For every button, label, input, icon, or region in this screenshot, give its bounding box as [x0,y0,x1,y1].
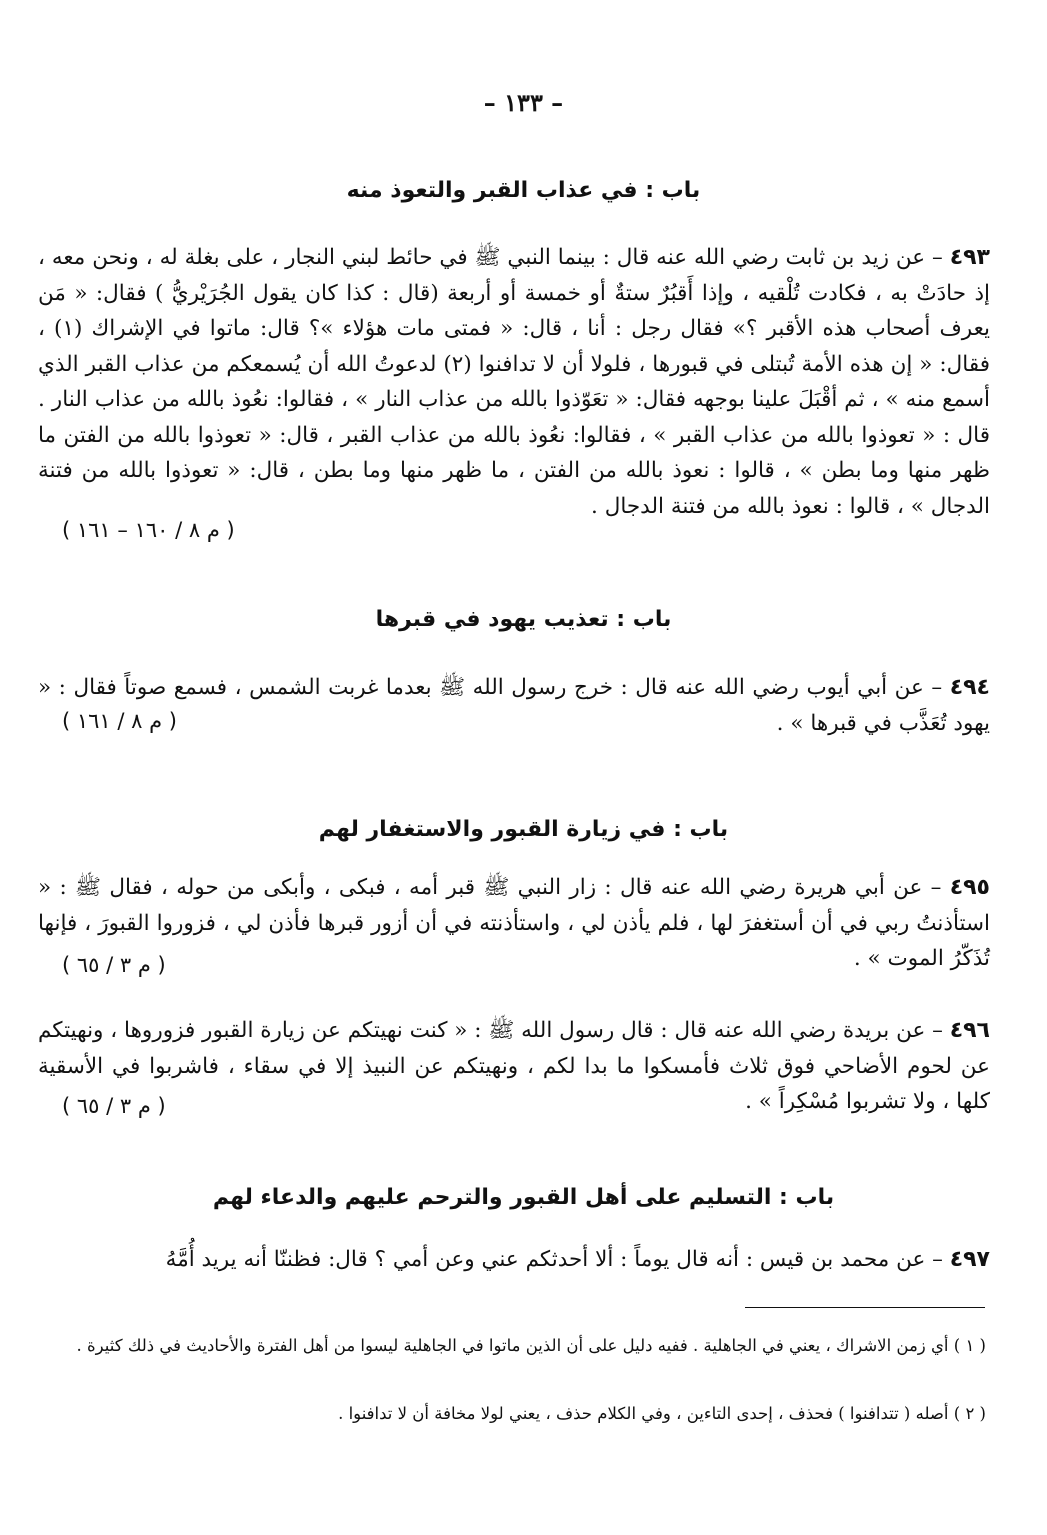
hadith-number: ٤٩٧ [949,1247,990,1272]
hadith-reference: ( م ٨ / ١٦١ ) [62,709,177,733]
hadith-reference: ( م ٨ / ١٦٠ – ١٦١ ) [62,518,235,542]
hadith-text: – عن زيد بن ثابت رضي الله عنه قال : بينما النبي ﷺ في حائط لبني النجار ، على بغلة له ، ونحن معه ، إذ حادَتْ به ، فكادت تُلْقيه ، وإذا أَقبُرٌ ستةٌ أو خمسة أو أربعة (قال : كذا كان يقول الجُرَيْريُّ ) فقال: « مَن يعرف أصحاب هذه الأقبر ؟» فقال رجل : أنا ، قال: « فمتى مات هؤلاء »؟ قال: ماتوا في الإشراك (١) ، فقال: « إن هذه الأمة تُبتلى في قبورها ، فلولا أن لا تدافنوا (٢) لدعوتُ الله أن يُسمعكم من عذاب القبر الذي أسمع منه » ، ثم أقْبَلَ علينا بوجهه فقال: « تعَوّذوا بالله من عذاب النار » ، فقالوا: نعُوذ بالله من عذاب النار . قال : « تعوذوا بالله من عذاب القبر » ، فقالوا: نعُوذ بالله من عذاب القبر ، قال: « تعوذوا بالله من الفتن ما ظهر منها وما بطن » ، قالوا : نعوذ بالله من الفتن ، ما ظهر منها وما بطن ، قال: « تعوذوا بالله من فتنة الدجال » ، قالوا : نعوذ بالله من فتنة الدجال . [38,245,990,519]
hadith-paragraph [38,1013,990,1120]
hadith-number: ٤٩٥ [949,875,990,900]
hadith-paragraph [38,1242,990,1278]
hadith-reference: ( م ٣ / ٦٥ ) [62,953,166,977]
hadith-reference: ( م ٣ / ٦٥ ) [62,1094,166,1118]
footnote: ( ٢ ) أصله ( تتدافنوا ) فحذف ، إحدى التاءين ، وفي الكلام حذف ، يعني لولا مخافة أن لا تدافنوا . [338,1404,986,1423]
page-number: – ١٣٣ – [483,88,564,117]
chapter-heading: باب : التسليم على أهل القبور والترحم عليهم والدعاء لهم [212,1185,835,1210]
chapter-heading: باب : في زيارة القبور والاستغفار لهم [318,817,729,842]
chapter-heading: باب : تعذيب يهود في قبرها [375,607,672,632]
hadith-number: ٤٩٣ [949,245,990,270]
hadith-paragraph [38,670,990,741]
hadith-number: ٤٩٦ [949,1018,990,1043]
footnote-divider [745,1307,985,1308]
hadith-text: – عن بريدة رضي الله عنه قال : قال رسول الله ﷺ : « كنت نهيتكم عن زيارة القبور فزوروها ، ونهيتكم عن لحوم الأضاحي فوق ثلاث فأمسكوا ما بدا لكم ، ونهيتكم عن النبيذ إلا في سقاء ، فاشربوا في الأسقية كلها ، ولا تشربوا مُسْكِراً » . [38,1018,990,1114]
hadith-text: – عن محمد بن قيس : أنه قال يوماً : ألا أحدثكم عني وعن أمي ؟ قال: فظننّا أنه يريد أُمَّهُ [165,1247,943,1272]
footnote: ( ١ ) أي زمن الاشراك ، يعني في الجاهلية . ففيه دليل على أن الذين ماتوا في الجاهلية ليسوا من أهل الفترة والأحاديث في ذلك كثيرة . [76,1336,986,1355]
hadith-number: ٤٩٤ [949,675,990,700]
hadith-text: – عن أبي أيوب رضي الله عنه قال : خرج رسول الله ﷺ بعدما غربت الشمس ، فسمع صوتاً فقال : « يهود تُعَذَّب في قبرها » . [38,675,990,736]
hadith-paragraph [38,870,990,977]
hadith-paragraph [38,240,990,524]
hadith-text: – عن أبي هريرة رضي الله عنه قال : زار النبي ﷺ قبر أمه ، فبكى ، وأبكى من حوله ، فقال ﷺ : « استأذنتُ ربي في أن أستغفرَ لها ، فلم يأذن لي ، واستأذنته في أن أزور قبرها فأذن لي ، فزوروا القبورَ ، فإنها تُذَكّرُ الموت » . [38,875,990,971]
chapter-heading: باب : في عذاب القبر والتعوذ منه [346,178,701,203]
